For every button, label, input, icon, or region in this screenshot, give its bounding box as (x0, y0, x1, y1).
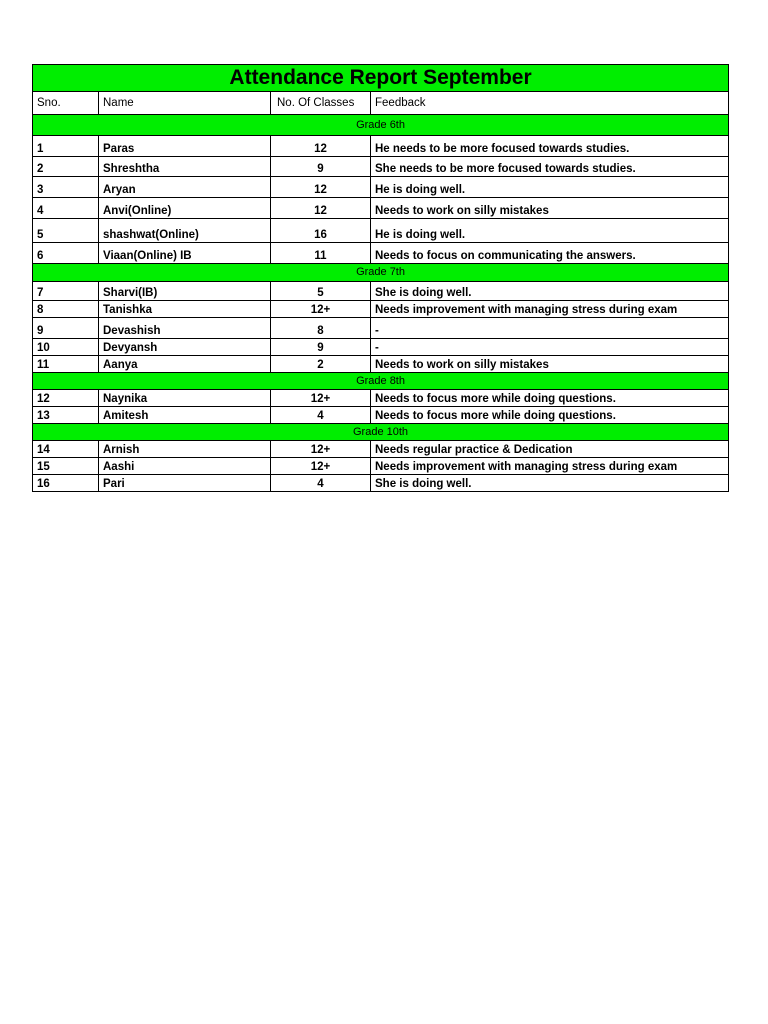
grade-header-row (33, 424, 729, 441)
cell-feedback: Needs to focus more while doing questions. (371, 390, 729, 407)
cell-classes: 4 (271, 475, 371, 492)
cell-name: Aryan (99, 177, 271, 198)
header-row (33, 92, 729, 115)
cell-classes: 2 (271, 356, 371, 373)
header-name: Name (99, 92, 271, 115)
grade-label: Grade 6th (33, 115, 729, 136)
title-row (33, 65, 729, 92)
cell-sno: 5 (33, 219, 99, 243)
cell-sno: 15 (33, 458, 99, 475)
cell-name: Paras (99, 136, 271, 157)
table-row (33, 198, 729, 219)
attendance-table (32, 64, 729, 492)
header-sno: Sno. (33, 92, 99, 115)
header-feedback: Feedback (371, 92, 729, 115)
cell-feedback: Needs to focus more while doing questions. (371, 407, 729, 424)
cell-feedback: Needs to work on silly mistakes (371, 356, 729, 373)
cell-classes: 12 (271, 136, 371, 157)
table-row (33, 356, 729, 373)
grade-header-row (33, 373, 729, 390)
cell-classes: 4 (271, 407, 371, 424)
cell-name: Viaan(Online) IB (99, 243, 271, 264)
table-row (33, 339, 729, 356)
cell-feedback: He is doing well. (371, 177, 729, 198)
table-row (33, 177, 729, 198)
cell-classes: 12+ (271, 301, 371, 318)
cell-feedback: She is doing well. (371, 475, 729, 492)
table-row (33, 458, 729, 475)
cell-name: Amitesh (99, 407, 271, 424)
cell-sno: 14 (33, 441, 99, 458)
cell-name: Sharvi(IB) (99, 282, 271, 301)
table-row (33, 318, 729, 339)
cell-feedback: Needs regular practice & Dedication (371, 441, 729, 458)
cell-sno: 11 (33, 356, 99, 373)
cell-sno: 4 (33, 198, 99, 219)
table-row (33, 407, 729, 424)
cell-classes: 8 (271, 318, 371, 339)
cell-sno: 12 (33, 390, 99, 407)
table-row (33, 243, 729, 264)
cell-classes: 16 (271, 219, 371, 243)
cell-feedback: - (371, 318, 729, 339)
cell-sno: 2 (33, 157, 99, 177)
table-row (33, 157, 729, 177)
cell-classes: 11 (271, 243, 371, 264)
cell-name: Devashish (99, 318, 271, 339)
cell-name: Anvi(Online) (99, 198, 271, 219)
cell-sno: 3 (33, 177, 99, 198)
cell-classes: 9 (271, 157, 371, 177)
cell-sno: 13 (33, 407, 99, 424)
header-classes: No. Of Classes (271, 92, 371, 115)
grade-header-row (33, 264, 729, 282)
cell-sno: 10 (33, 339, 99, 356)
cell-sno: 1 (33, 136, 99, 157)
cell-name: Naynika (99, 390, 271, 407)
cell-feedback: Needs to work on silly mistakes (371, 198, 729, 219)
cell-name: Devyansh (99, 339, 271, 356)
cell-classes: 12+ (271, 441, 371, 458)
table-row (33, 390, 729, 407)
cell-classes: 12 (271, 198, 371, 219)
cell-name: Aashi (99, 458, 271, 475)
cell-classes: 9 (271, 339, 371, 356)
cell-feedback: She needs to be more focused towards studies. (371, 157, 729, 177)
cell-sno: 16 (33, 475, 99, 492)
cell-name: Pari (99, 475, 271, 492)
cell-classes: 12+ (271, 458, 371, 475)
grade-header-row (33, 115, 729, 136)
cell-sno: 9 (33, 318, 99, 339)
cell-feedback: He is doing well. (371, 219, 729, 243)
cell-feedback: Needs to focus on communicating the answers. (371, 243, 729, 264)
cell-feedback: - (371, 339, 729, 356)
cell-sno: 8 (33, 301, 99, 318)
cell-feedback: She is doing well. (371, 282, 729, 301)
cell-name: Shreshtha (99, 157, 271, 177)
cell-sno: 6 (33, 243, 99, 264)
report-title: Attendance Report September (33, 65, 729, 92)
cell-feedback: Needs improvement with managing stress during exam (371, 458, 729, 475)
cell-classes: 5 (271, 282, 371, 301)
cell-sno: 7 (33, 282, 99, 301)
cell-name: Aanya (99, 356, 271, 373)
cell-name: Arnish (99, 441, 271, 458)
cell-classes: 12 (271, 177, 371, 198)
table-row (33, 219, 729, 243)
table-row (33, 136, 729, 157)
table-row (33, 282, 729, 301)
cell-feedback: Needs improvement with managing stress during exam (371, 301, 729, 318)
grade-label: Grade 8th (33, 373, 729, 390)
grade-label: Grade 10th (33, 424, 729, 441)
table-row (33, 475, 729, 492)
cell-name: Tanishka (99, 301, 271, 318)
grade-label: Grade 7th (33, 264, 729, 282)
cell-name: shashwat(Online) (99, 219, 271, 243)
cell-feedback: He needs to be more focused towards studies. (371, 136, 729, 157)
table-row (33, 301, 729, 318)
table-row (33, 441, 729, 458)
cell-classes: 12+ (271, 390, 371, 407)
